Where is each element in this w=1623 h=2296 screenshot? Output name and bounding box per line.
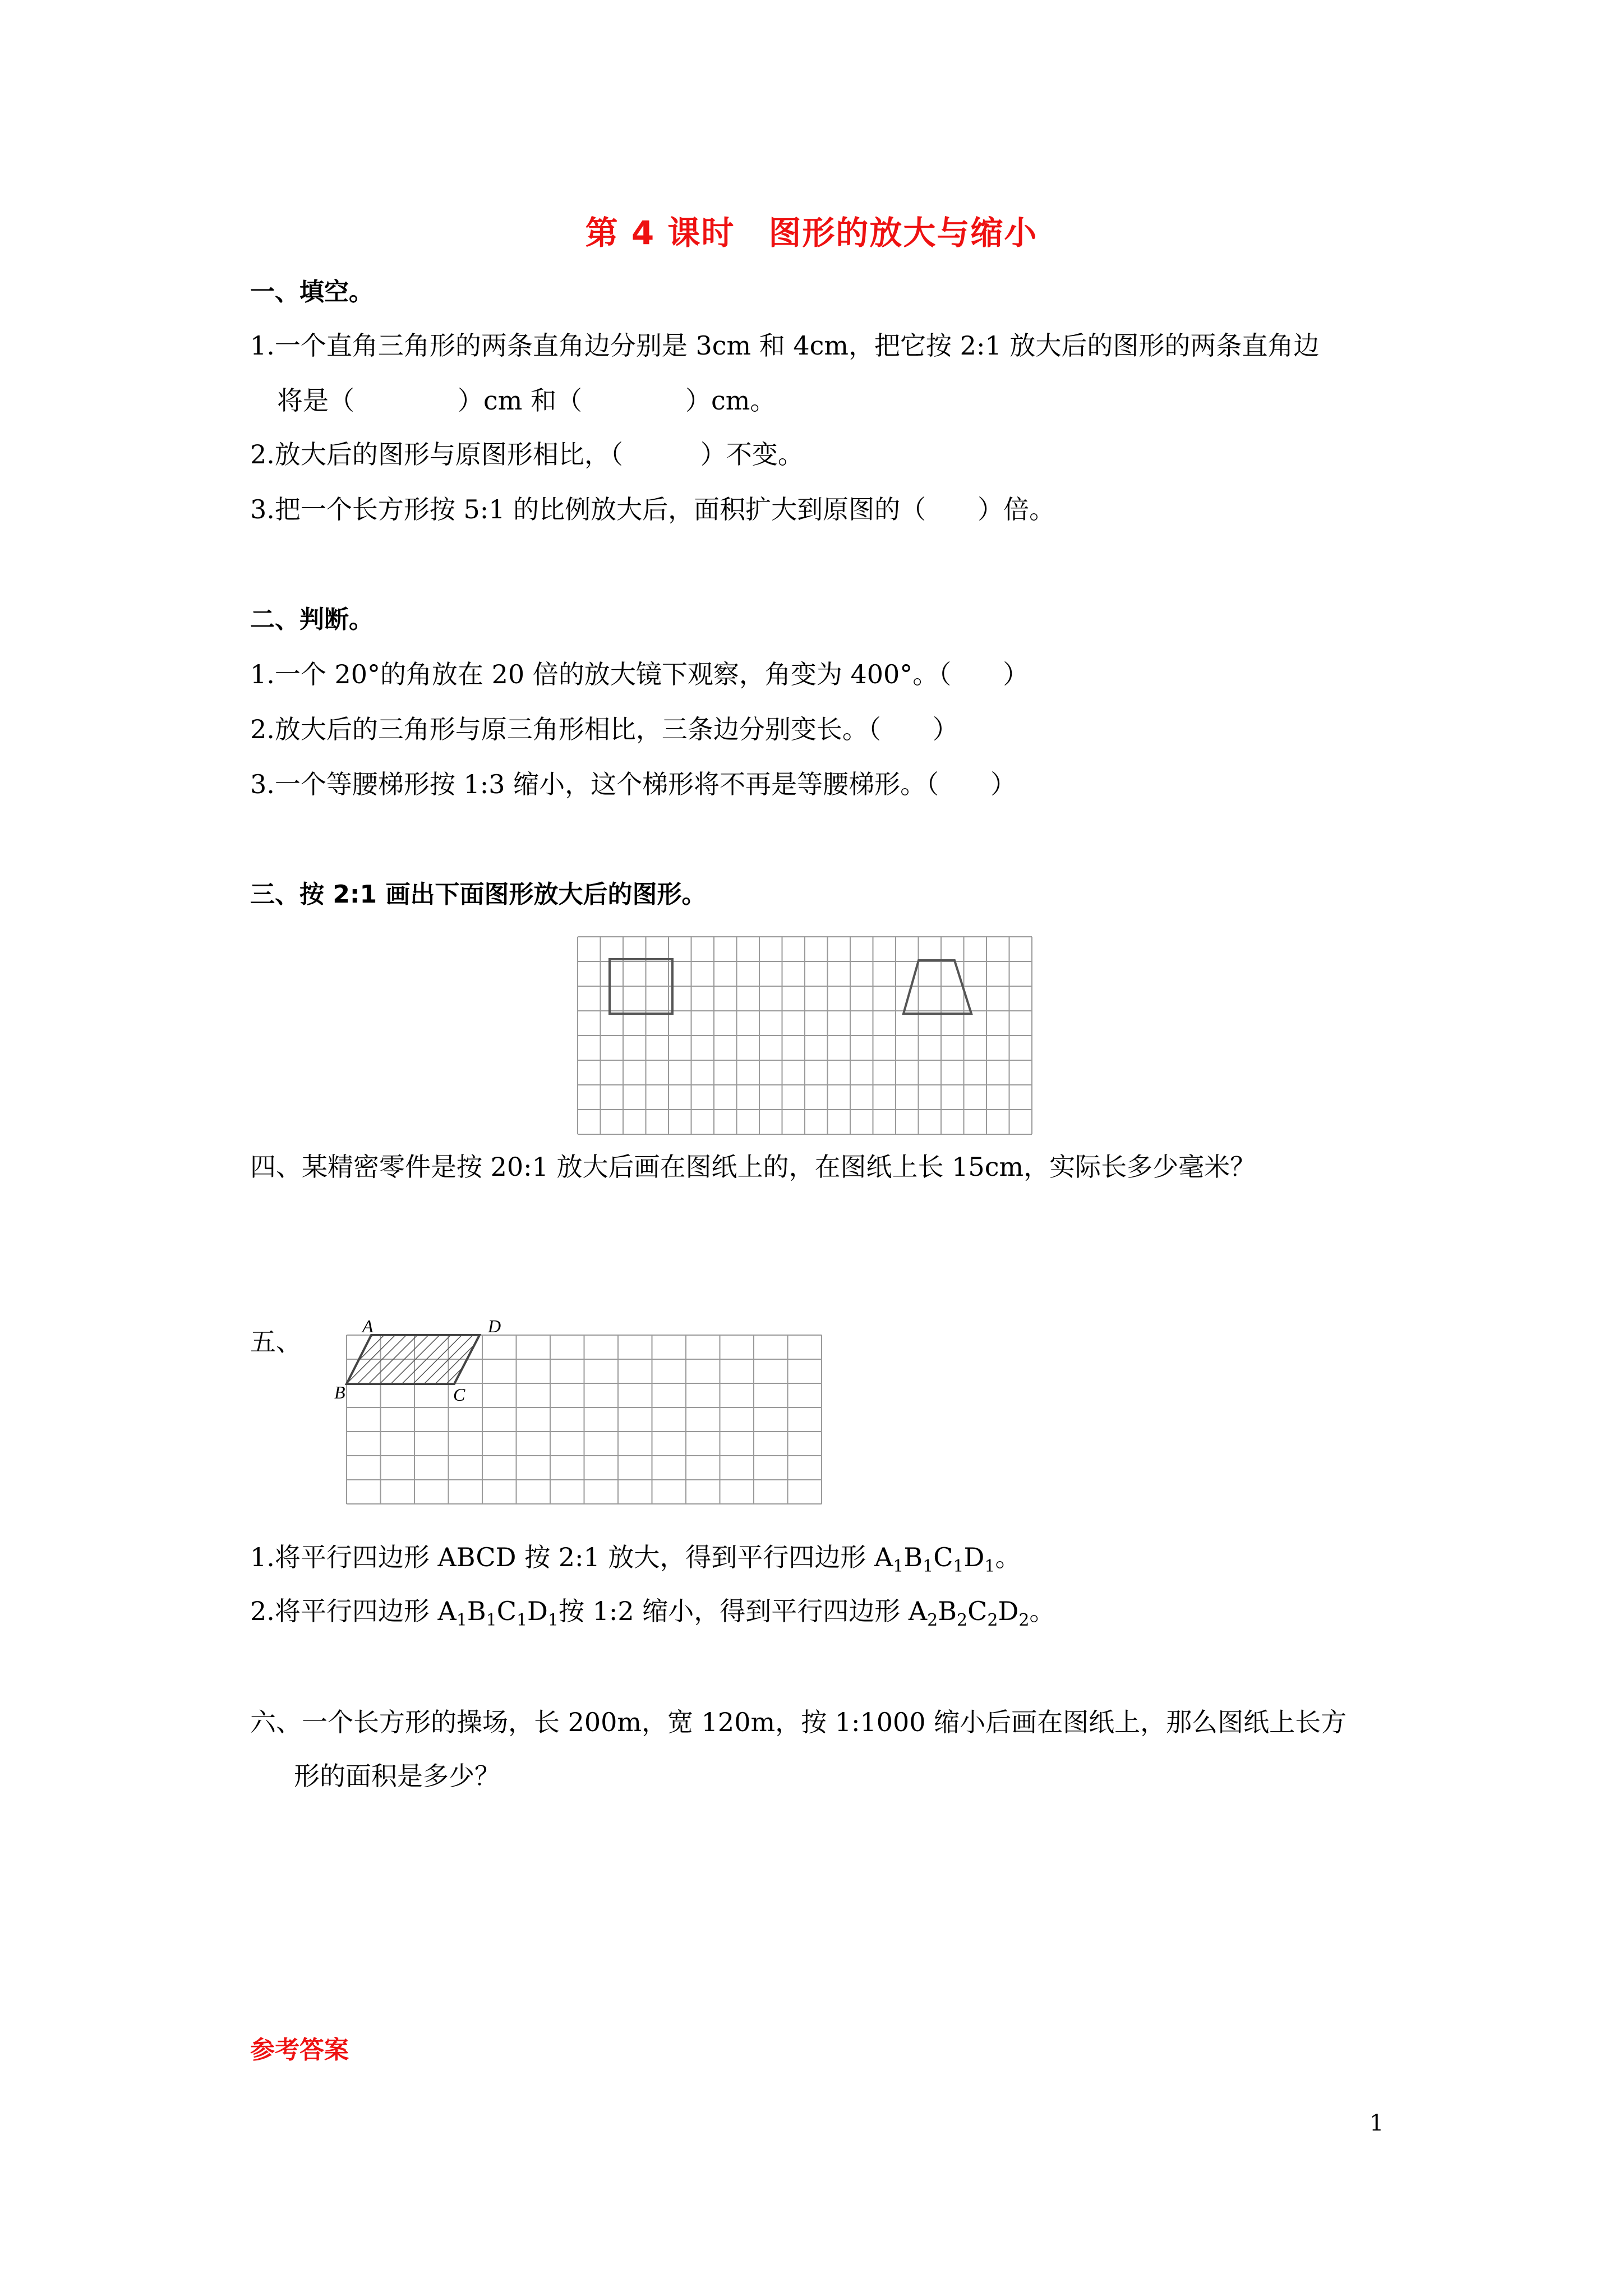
section5-label: 五、 [250, 1327, 302, 1357]
grid-figure-parallelogram [336, 1315, 830, 1506]
section2-q2: 2.放大后的三角形与原三角形相比，三条边分别变长。（ ） [250, 714, 958, 744]
parallelogram-abcd [347, 1335, 479, 1384]
section1-q3: 3.把一个长方形按 5:1 的比例放大后，面积扩大到原图的（ ）倍。 [250, 494, 1055, 524]
section2-q1: 1.一个 20°的角放在 20 倍的放大镜下观察，角变为 400°。（ ） [250, 659, 1029, 689]
page-number: 1 [1370, 2110, 1384, 2136]
page-title: 第 4 课时 图形的放大与缩小 [585, 214, 1038, 252]
section1-q1-line2: 将是（ ）cm 和（ ）cm。 [277, 385, 776, 416]
answer-heading: 参考答案 [250, 2036, 349, 2064]
point-c-label: C [453, 1384, 465, 1405]
section5-q2: 2.将平行四边形 $A_1B_1C_1D_1$按 1:2 缩小，得到平行四边形 $A_2B_2C_2D_2$。 [250, 1596, 1055, 1631]
section4-text: 四、某精密零件是按 20:1 放大后画在图纸上的，在图纸上长 15cm，实际长多少毫米？ [250, 1152, 1256, 1182]
section1-q1-line1: 1.一个直角三角形的两条直角边分别是 3cm 和 4cm，把它按 2:1 放大后的图形的两条直角边 [250, 330, 1320, 361]
point-a-label: A [362, 1316, 374, 1336]
trapezoid-shape [903, 960, 971, 1014]
point-b-label: B [334, 1382, 345, 1402]
section6-line2: 形的面积是多少？ [294, 1761, 500, 1791]
section2-q3: 3.一个等腰梯形按 1:3 缩小，这个梯形将不再是等腰梯形。（ ） [250, 769, 1017, 799]
grid-figure-enlarge [572, 931, 1043, 1139]
point-d-label: D [488, 1316, 501, 1336]
section6-line1: 六、一个长方形的操场，长 200m，宽 120m，按 1:1000 缩小后画在图纸上，那么图纸上长方 [250, 1707, 1347, 1737]
section3-heading: 三、按 2:1 画出下面图形放大后的图形。 [250, 880, 707, 909]
section5-q1: 1.将平行四边形 ABCD 按 2:1 放大，得到平行四边形 $A_1B_1C_1D_1$。 [250, 1542, 1021, 1577]
section2-heading: 二、判断。 [250, 605, 374, 634]
section1-heading: 一、填空。 [250, 278, 374, 306]
section1-q2: 2.放大后的图形与原图形相比，（ ）不变。 [250, 439, 804, 470]
